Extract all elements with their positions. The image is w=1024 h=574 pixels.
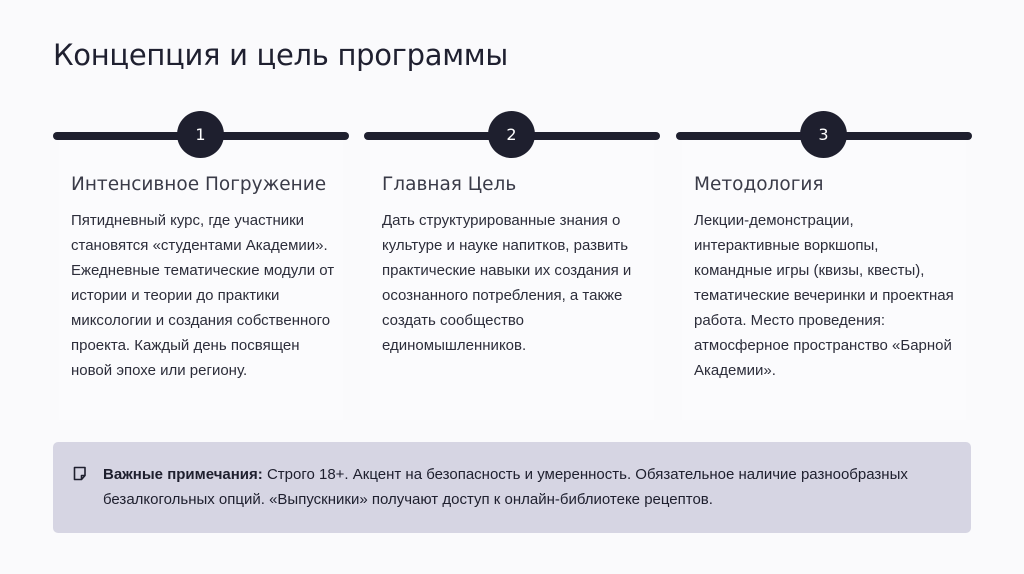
step-number-badge: 1: [177, 111, 224, 158]
card-title: Интенсивное Погружение: [71, 174, 327, 195]
card-description: Пятидневный курс, где участники становятся «студентами Академии». Ежедневные тематические модули от истории и теории до практики миксологии и создания собственного проекта. Каждый день посвящен новой эпохе или региону.: [71, 212, 335, 379]
card-title: Главная Цель: [382, 174, 517, 195]
step-number-badge: 2: [488, 111, 535, 158]
notes-label: Важные примечания:: [103, 466, 263, 483]
card-methodology: [676, 125, 972, 420]
notes-text: [103, 462, 951, 512]
important-notes-panel: [53, 442, 971, 533]
notes-body: Строго 18+. Акцент на безопасность и умеренность. Обязательное наличие разнообразных безалкогольных опций. «Выпускники» получают доступ к онлайн-библиотеке рецептов.: [103, 466, 908, 508]
card-main-goal: [364, 125, 660, 420]
card-description: Дать структурированные знания о культуре и науке напитков, развить практические навыки их создания и осознанного потребления, а также создать сообщество единомышленников.: [382, 212, 632, 354]
card-title: Методология: [694, 174, 824, 195]
note-icon: [72, 466, 88, 482]
card-description: Лекции-демонстрации, интерактивные воркшопы, командные игры (квизы, квесты), тематические вечеринки и проектная работа. Место проведения: атмосферное пространство «Барной Академии».: [694, 212, 954, 379]
card-intensive-immersion: [53, 125, 349, 420]
page-title: Концепция и цель программы: [53, 38, 508, 72]
step-number-badge: 3: [800, 111, 847, 158]
